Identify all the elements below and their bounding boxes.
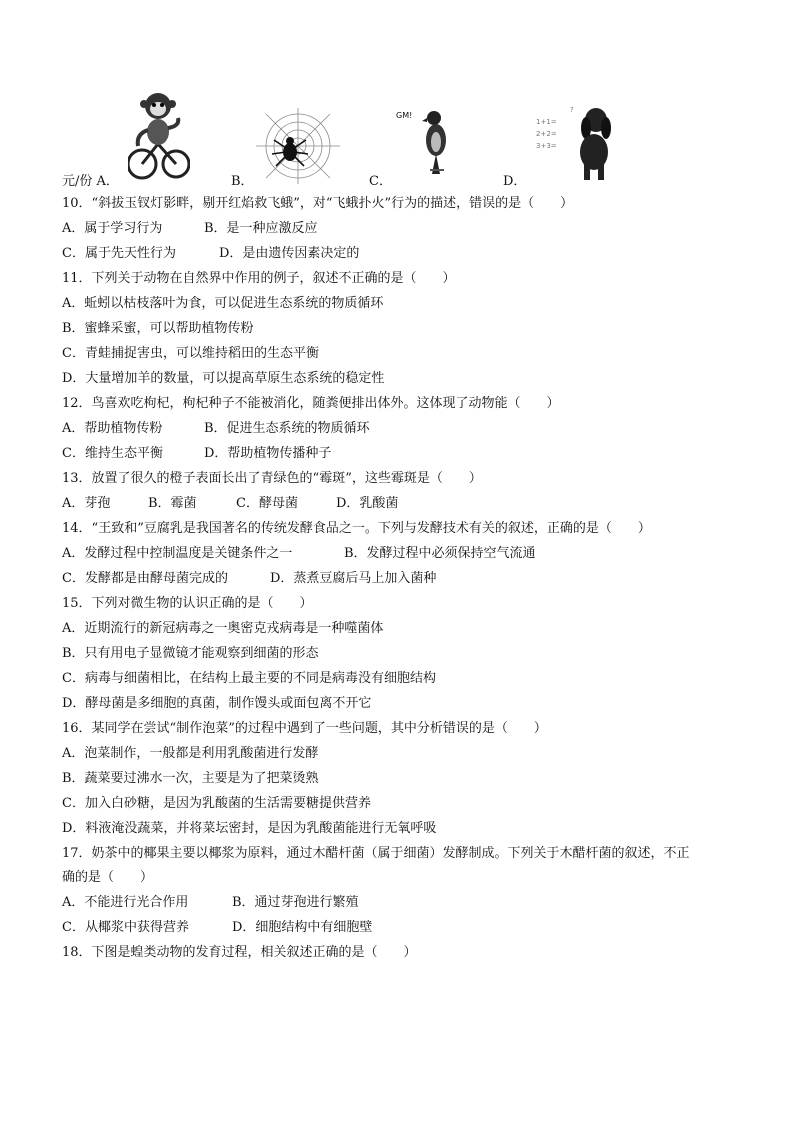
svg-text:?: ? <box>570 106 574 114</box>
q12-option-d: D．帮助植物传播种子 <box>204 446 332 461</box>
q11-option-b: B．蜜蜂采蜜，可以帮助植物传粉 <box>62 321 254 336</box>
spider-web-picture <box>256 108 340 184</box>
q17-options-row-2 <box>62 920 742 936</box>
q12-option-a: A．帮助植物传粉 <box>62 421 163 436</box>
q13-option-a: A．芽孢 <box>62 496 111 511</box>
q17-stem-line-2: 确的是（ ） <box>62 870 154 885</box>
q12-options-row-1 <box>62 421 742 437</box>
q13-stem: 13．放置了很久的橙子表面长出了青绿色的“霉斑”，这些霉斑是（ ） <box>62 471 482 486</box>
q10-options-row-2 <box>62 246 742 262</box>
q13-options-row <box>62 496 742 512</box>
q17-stem-line-1: 17．奶茶中的椰果主要以椰浆为原料，通过木醋杆菌（属于细菌）发酵制成。下列关于木醋杆菌的叙述，不正 <box>62 846 690 861</box>
q14-option-a: A．发酵过程中控制温度是关键条件之一 <box>62 546 293 561</box>
q14-stem: 14．“王致和”豆腐乳是我国著名的传统发酵食品之一。下列与发酵技术有关的叙述，正确的是（ ） <box>62 521 651 536</box>
q12-option-b: B．促进生态系统的物质循环 <box>204 421 370 436</box>
q16-option-d: D．料液淹没蔬菜，并将菜坛密封，是因为乳酸菌能进行无氧呼吸 <box>62 821 437 836</box>
q17-options-row-1 <box>62 895 742 911</box>
q15-option-d: D．酵母菌是多细胞的真菌，制作馒头或面包离不开它 <box>62 696 372 711</box>
q15-option-c: C．病毒与细菌相比，在结构上最主要的不同是病毒没有细胞结构 <box>62 671 436 686</box>
q17-option-d: D．细胞结构中有细胞壁 <box>232 920 373 935</box>
q9-option-c-label: C． <box>369 174 392 189</box>
q11-option-c: C．青蛙捕捉害虫，可以维持稻田的生态平衡 <box>62 346 319 361</box>
q11-option-a: A．蚯蚓以枯枝落叶为食，可以促进生态系统的物质循环 <box>62 296 384 311</box>
q17-option-a: A．不能进行光合作用 <box>62 895 189 910</box>
q10-option-c: C．属于先天性行为 <box>62 246 176 261</box>
q16-option-b: B．蔬菜要过沸水一次，主要是为了把菜烫熟 <box>62 771 319 786</box>
q13-option-d: D．乳酸菌 <box>336 496 399 511</box>
q17-option-b: B．通过芽孢进行繁殖 <box>232 895 359 910</box>
q10-stem: 10．“斜拔玉钗灯影畔，剔开红焰救飞蛾”，对“飞蛾扑火”行为的描述，错误的是（ ） <box>62 196 574 211</box>
q13-option-c: C．酵母菌 <box>236 496 298 511</box>
q10-option-a: A．属于学习行为 <box>62 221 163 236</box>
speech-bubble-text: GM! <box>396 111 413 120</box>
q16-option-a: A．泡菜制作，一般都是利用乳酸菌进行发酵 <box>62 746 319 761</box>
q15-stem: 15．下列对微生物的认识正确的是（ ） <box>62 596 313 611</box>
q15-option-b: B．只有用电子显微镜才能观察到细菌的形态 <box>62 646 319 661</box>
svg-text:1+1=: 1+1= <box>536 118 557 126</box>
q18-stem: 18．下图是蝗类动物的发育过程，相关叙述正确的是（ ） <box>62 945 417 960</box>
q14-option-d: D．蒸煮豆腐后马上加入菌种 <box>270 571 437 586</box>
q9-option-b-label: B． <box>231 174 254 189</box>
q10-option-d: D．是由遗传因素决定的 <box>219 246 360 261</box>
q10-option-b: B．是一种应激反应 <box>204 221 318 236</box>
q17-option-c: C．从椰浆中获得营养 <box>62 920 189 935</box>
q14-option-b: B．发酵过程中必须保持空气流通 <box>344 546 536 561</box>
q15-option-a: A．近期流行的新冠病毒之一奥密克戎病毒是一种噬菌体 <box>62 621 384 636</box>
q16-stem: 16．某同学在尝试“制作泡菜”的过程中遇到了一些问题，其中分析错误的是（ ） <box>62 721 547 736</box>
q14-option-c: C．发酵都是由酵母菌完成的 <box>62 571 228 586</box>
q14-options-row-1 <box>62 546 742 562</box>
q11-stem: 11．下列关于动物在自然界中作用的例子，叙述不正确的是（ ） <box>62 271 456 286</box>
svg-text:2+2=: 2+2= <box>536 130 557 138</box>
q10-options-row-1 <box>62 221 742 237</box>
svg-text:3+3=: 3+3= <box>536 142 557 150</box>
q16-option-c: C．加入白砂糖，是因为乳酸菌的生活需要糖提供营养 <box>62 796 371 811</box>
monkey-bicycle-picture <box>128 90 190 182</box>
q9-option-d-label: D． <box>503 174 527 189</box>
q11-option-d: D．大量增加羊的数量，可以提高草原生态系统的稳定性 <box>62 371 385 386</box>
q9-option-a-label: 元/份 A． <box>62 174 119 189</box>
q12-stem: 12．鸟喜欢吃枸杞，枸杞种子不能被消化，随粪便排出体外。这体现了动物能（ ） <box>62 396 560 411</box>
q12-option-c: C．维持生态平衡 <box>62 446 163 461</box>
dog-counting-picture <box>534 102 620 182</box>
q14-options-row-2 <box>62 571 742 587</box>
q13-option-b: B．霉菌 <box>148 496 197 511</box>
parrot-picture <box>396 104 466 180</box>
q12-options-row-2 <box>62 446 742 462</box>
